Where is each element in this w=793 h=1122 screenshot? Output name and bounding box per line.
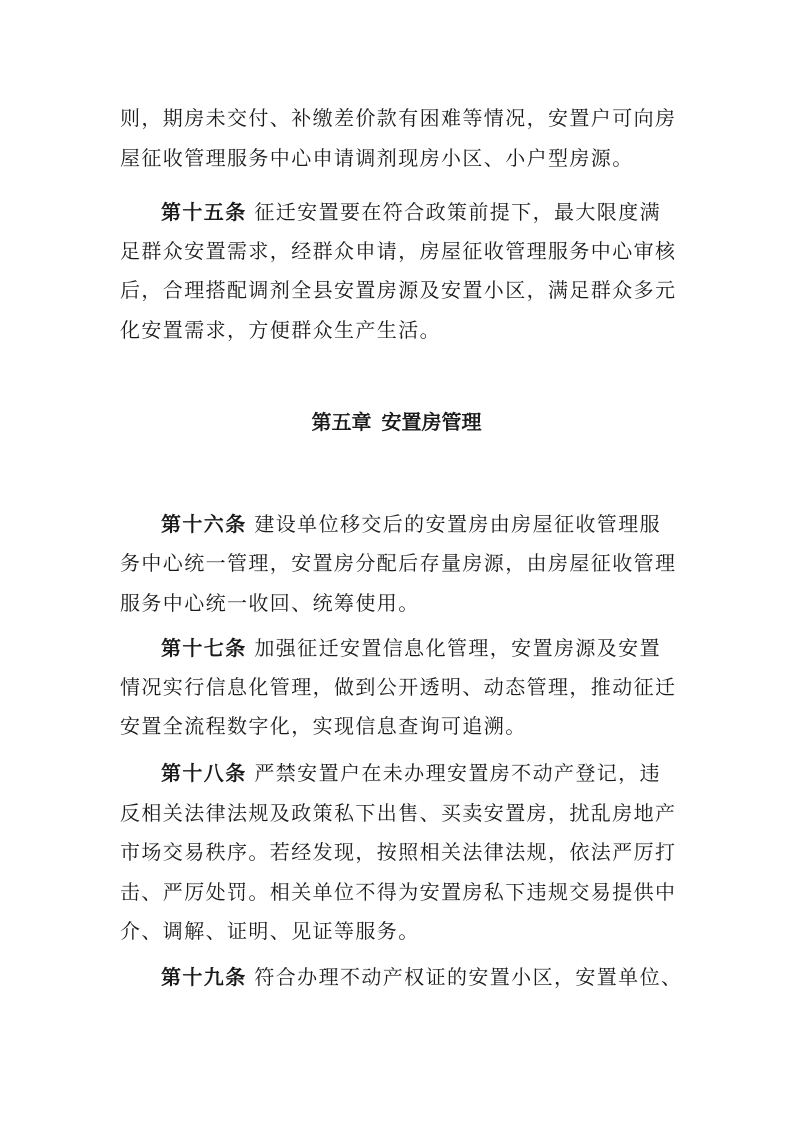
article-17 — [161, 634, 680, 662]
paragraph-line: 击、严厉处罚。相关单位不得为安置房私下违规交易提供中 — [120, 880, 677, 904]
article-text: 符合办理不动产权证的安置小区，安置单位、 — [254, 965, 683, 989]
paragraph-line: 则，期房未交付、补缴差价款有困难等情况，安置户可向房 — [120, 106, 677, 130]
paragraph-line: 务中心统一管理，安置房分配后存量房源，由房屋征收管理 — [120, 551, 677, 575]
paragraph-line: 化安置需求，方便群众生产生活。 — [120, 318, 441, 342]
article-18 — [161, 759, 680, 787]
article-15 — [161, 198, 680, 226]
article-number: 第十九条 — [161, 965, 247, 989]
article-number: 第十五条 — [161, 200, 247, 224]
paragraph-line: 安置全流程数字化，实现信息查询可追溯。 — [120, 714, 527, 738]
article-number: 第十六条 — [161, 512, 247, 536]
article-text: 严禁安置户在未办理安置房不动产登记，违 — [254, 761, 661, 785]
paragraph-line: 介、调解、证明、见证等服务。 — [120, 919, 420, 943]
chapter-heading — [0, 408, 793, 436]
article-19 — [161, 963, 683, 991]
chapter-number: 第五章 — [311, 410, 372, 434]
article-number: 第十八条 — [161, 761, 247, 785]
paragraph-line: 市场交易秩序。若经发现，按照相关法律法规，依法严厉打 — [120, 840, 677, 864]
paragraph-line: 反相关法律法规及政策私下出售、买卖安置房，扰乱房地产 — [120, 801, 677, 825]
article-text: 加强征迁安置信息化管理，安置房源及安置 — [254, 636, 661, 660]
chapter-title: 安置房管理 — [381, 410, 482, 434]
article-16 — [161, 510, 680, 538]
paragraph-line: 足群众安置需求，经群众申请，房屋征收管理服务中心审核 — [120, 239, 677, 263]
article-number: 第十七条 — [161, 636, 247, 660]
article-text: 征迁安置要在符合政策前提下，最大限度满 — [254, 200, 661, 224]
article-text: 建设单位移交后的安置房由房屋征收管理服 — [254, 512, 661, 536]
paragraph-line: 情况实行信息化管理，做到公开透明、动态管理，推动征迁 — [120, 675, 677, 699]
paragraph-line: 屋征收管理服务中心申请调剂现房小区、小户型房源。 — [120, 146, 634, 170]
paragraph-line: 后，合理搭配调剂全县安置房源及安置小区，满足群众多元 — [120, 278, 677, 302]
paragraph-line: 服务中心统一收回、统筹使用。 — [120, 591, 420, 615]
